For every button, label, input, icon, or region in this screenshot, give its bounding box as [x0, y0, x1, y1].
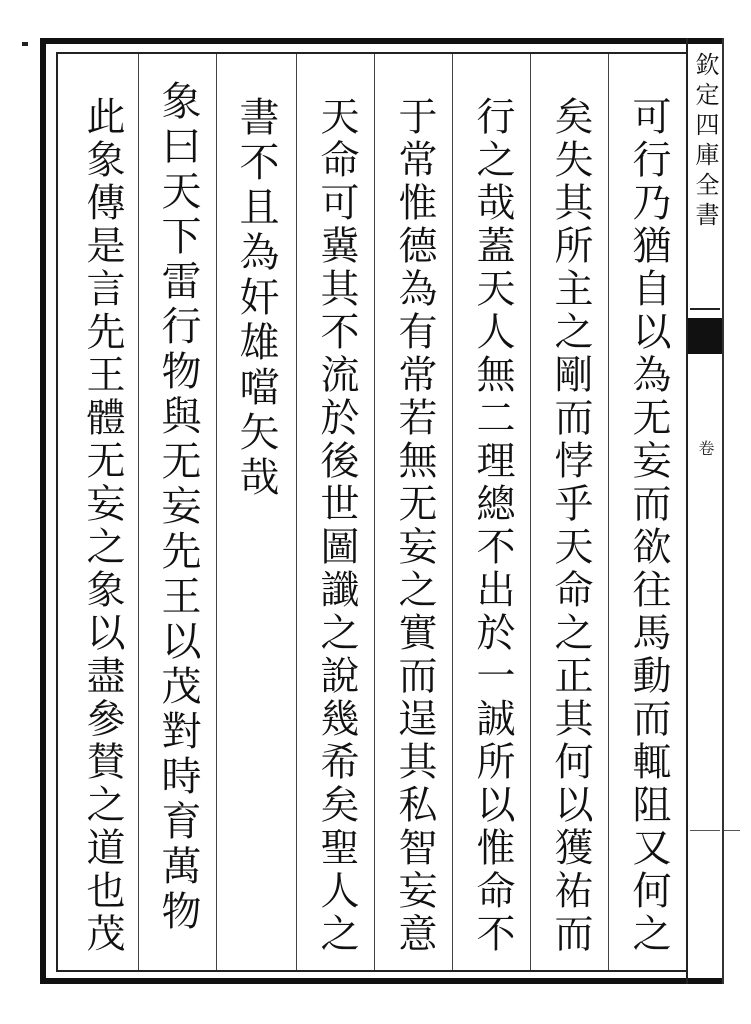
text-column-6: 書不且為奸雄噹矢哉 — [233, 96, 279, 501]
column-divider — [138, 54, 139, 970]
frame-inner-left — [56, 52, 58, 972]
column-divider — [452, 54, 453, 970]
text-column-7: 象曰天下雷行物與无妄先王以茂對時育萬物 — [155, 80, 201, 935]
column-divider — [530, 54, 531, 970]
frame-inner-bottom — [56, 970, 688, 972]
column-divider — [374, 54, 375, 970]
text-column-3: 行之哉蓋天人無二理總不出於一誠所以惟命不 — [470, 96, 515, 956]
column-divider — [216, 54, 217, 970]
margin-right-line — [722, 38, 724, 984]
text-column-2: 矣失其所主之剛而悖乎天命之正其何以獲祐而 — [548, 96, 593, 956]
margin-separator — [690, 308, 720, 310]
margin-tick — [690, 830, 720, 831]
column-divider — [608, 54, 609, 970]
scan-speck — [22, 42, 28, 46]
margin-stub — [724, 830, 740, 831]
margin-volume-label: 卷 — [696, 440, 715, 456]
fish-tail-mark — [688, 318, 722, 354]
margin-book-title: 欽定四庫全書 — [691, 52, 719, 232]
frame-right-line — [686, 38, 688, 984]
text-column-1: 可行乃猶自以為无妄而欲往馬動而輒阻又何之 — [626, 96, 671, 956]
text-column-8: 此象傳是言先王體无妄之象以盡參賛之道也茂 — [80, 96, 125, 956]
text-column-4: 于常惟德為有常若無无妄之實而逞其私智妄意 — [392, 96, 437, 956]
column-divider — [296, 54, 297, 970]
frame-inner-top — [56, 52, 688, 54]
text-column-5: 天命可冀其不流於後世圖讖之說幾希矣聖人之 — [314, 96, 359, 956]
